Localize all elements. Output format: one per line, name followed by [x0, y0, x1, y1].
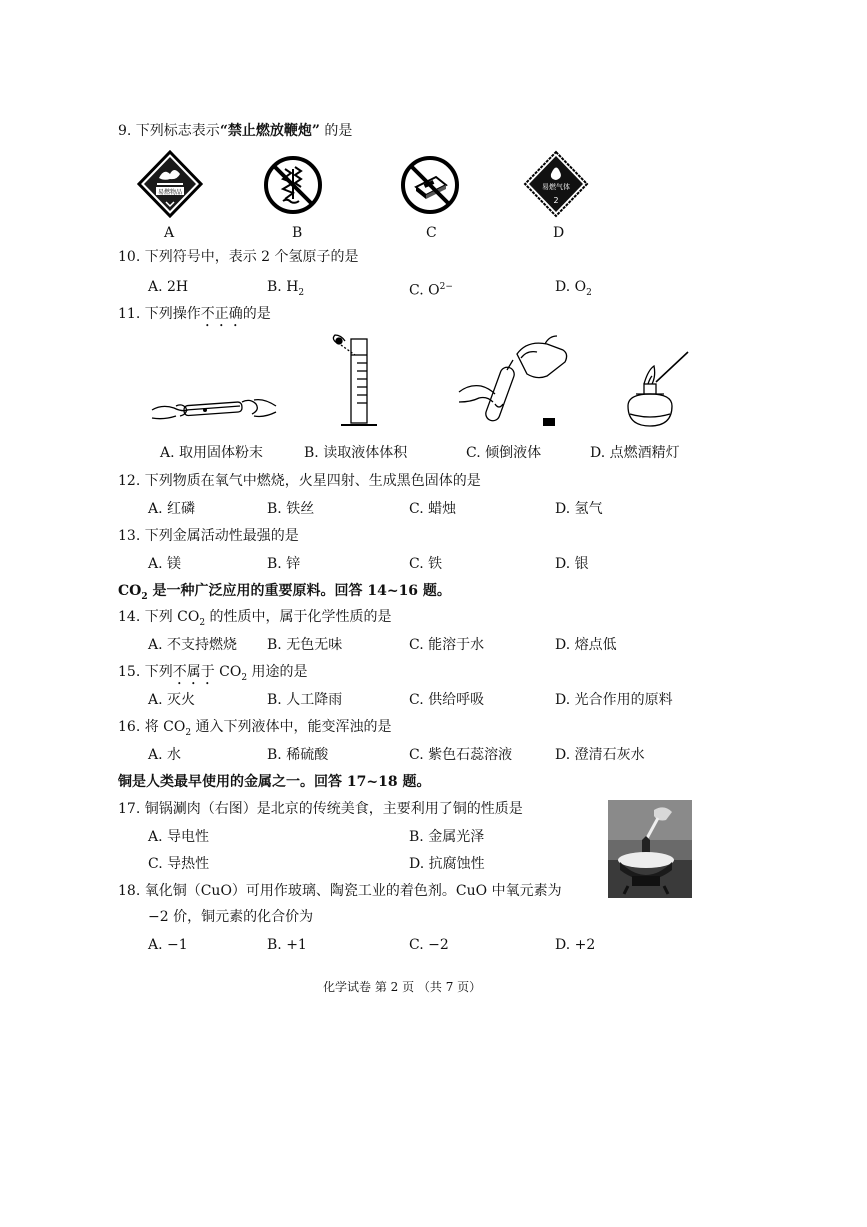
q11-option-b: B. 读取液体体积 — [304, 445, 408, 461]
q9-label-a: A — [164, 225, 175, 241]
q10-stem: 10. 下列符号中，表示 2 个氢原子的是 — [118, 249, 359, 265]
solid-powder-operation-figure — [150, 388, 280, 428]
co2-intro — [118, 582, 451, 606]
q13-option-a: A. 镁 — [148, 556, 182, 572]
q16-stem-sub: 2 — [185, 727, 192, 738]
q15-stem-mid: CO — [214, 664, 242, 680]
copper-hotpot-photo — [608, 800, 692, 898]
q9-stem-pre: 9. 下列标志表示 — [118, 123, 220, 139]
q17-option-a: A. 导电性 — [148, 829, 210, 845]
q15-stem — [118, 663, 308, 688]
q17-option-c: C. 导热性 — [148, 856, 210, 872]
q10-c-main: C. O — [409, 282, 440, 299]
co2-intro-pre: CO — [118, 583, 142, 599]
q12-stem: 12. 下列物质在氧气中燃烧，火星四射、生成黑色固体的是 — [118, 473, 481, 489]
q13-option-b: B. 锌 — [267, 556, 301, 572]
q14-option-b: B. 无色无味 — [267, 637, 343, 653]
q10-option-b — [267, 278, 304, 302]
q16-stem-post: 通入下列液体中，能变浑浊的是 — [191, 719, 392, 735]
q15-stem-post: 用途的是 — [247, 664, 308, 680]
q17-option-b: B. 金属光泽 — [409, 829, 485, 845]
q18-option-a: A. −1 — [148, 937, 188, 953]
q17-stem: 17. 铜锅涮肉（右图）是北京的传统美食，主要利用了铜的性质是 — [118, 801, 523, 817]
q10-option-a: A. 2H — [148, 279, 189, 295]
q10-d-main: D. O — [555, 279, 587, 295]
q14-stem-sub: 2 — [199, 617, 206, 628]
q11-stem-dotted: 不正确 — [200, 306, 243, 322]
q18-stem-line2: −2 价，铜元素的化合价为 — [148, 909, 314, 925]
q18-option-b: B. +1 — [267, 937, 307, 953]
q11-stem-post: 的是 — [242, 306, 271, 322]
q15-stem-sub: 2 — [241, 672, 248, 683]
q15-option-c: C. 供给呼吸 — [409, 692, 485, 708]
flammable-gas-sign-icon — [523, 150, 589, 218]
q9-label-c: C — [426, 225, 437, 241]
cu-intro: 铜是人类最早使用的金属之一。回答 17~18 题。 — [118, 774, 431, 790]
q17-option-d: D. 抗腐蚀性 — [409, 856, 485, 872]
q15-stem-pre: 15. 下列 — [118, 664, 173, 680]
q13-option-c: C. 铁 — [409, 556, 443, 572]
co2-intro-post: 是一种广泛应用的重要原料。回答 14~16 题。 — [147, 583, 451, 599]
no-matches-sign-icon — [400, 155, 460, 215]
q10-b-sub: 2 — [298, 287, 305, 298]
q14-stem-post: 的性质中，属于化学性质的是 — [205, 609, 392, 625]
q16-option-d: D. 澄清石灰水 — [555, 747, 645, 763]
q14-option-c: C. 能溶于水 — [409, 637, 485, 653]
q10-c-sup: 2− — [439, 282, 453, 292]
q9-label-b: B — [292, 225, 303, 241]
q12-option-a: A. 红磷 — [148, 501, 196, 517]
q9-stem-post: 的是 — [324, 123, 353, 139]
q12-option-c: C. 蜡烛 — [409, 501, 457, 517]
q16-option-a: A. 水 — [148, 747, 182, 763]
q10-b-main: B. H — [267, 279, 299, 295]
q11-stem — [118, 305, 271, 330]
q13-stem: 13. 下列金属活动性最强的是 — [118, 528, 299, 544]
q16-stem — [118, 718, 392, 742]
q15-option-b: B. 人工降雨 — [267, 692, 343, 708]
q15-stem-dotted: 不属于 — [172, 664, 215, 680]
q14-option-d: D. 熔点低 — [555, 637, 617, 653]
q10-option-d — [555, 278, 592, 302]
sign-d-number: 2 — [553, 196, 559, 205]
q9-stem — [118, 122, 352, 140]
q18-stem-line1: 18. 氧化铜（CuO）可用作玻璃、陶瓷工业的着色剂。CuO 中氧元素为 — [118, 883, 562, 899]
pouring-liquid-figure — [455, 330, 575, 435]
q11-stem-pre: 11. 下列操作 — [118, 306, 201, 322]
q16-option-b: B. 稀硫酸 — [267, 747, 329, 763]
sign-a-label: 易燃物品 — [157, 189, 183, 196]
page-footer: 化学试卷 第 2 页 （共 7 页） — [323, 980, 482, 994]
q9-stem-quote: “禁止燃放鞭炮” — [219, 123, 320, 139]
q13-option-d: D. 银 — [555, 556, 589, 572]
q11-option-d: D. 点燃酒精灯 — [590, 445, 680, 461]
q18-option-c: C. −2 — [409, 937, 449, 953]
q12-option-b: B. 铁丝 — [267, 501, 315, 517]
q10-option-c — [409, 278, 453, 300]
no-firecrackers-sign-icon — [263, 155, 323, 215]
alcohol-lamp-figure — [618, 348, 698, 434]
q14-stem-pre: 14. 下列 CO — [118, 609, 200, 625]
q14-option-a: A. 不支持燃烧 — [148, 637, 238, 653]
q9-label-d: D — [553, 225, 565, 241]
q18-option-d: D. +2 — [555, 937, 596, 953]
co2-intro-sub: 2 — [141, 591, 148, 602]
graduated-cylinder-figure — [325, 333, 385, 431]
q15-option-a: A. 灭火 — [148, 692, 196, 708]
flammable-solid-sign-icon — [137, 150, 203, 218]
sign-d-label: 易燃气体 — [542, 183, 570, 191]
q11-option-c: C. 倾倒液体 — [466, 445, 542, 461]
q10-d-sub: 2 — [586, 287, 592, 298]
q16-option-c: C. 紫色石蕊溶液 — [409, 747, 513, 763]
q14-stem — [118, 608, 392, 632]
q11-option-a: A. 取用固体粉末 — [160, 445, 264, 461]
q15-option-d: D. 光合作用的原料 — [555, 692, 673, 708]
q16-stem-pre: 16. 将 CO — [118, 719, 186, 735]
q12-option-d: D. 氢气 — [555, 501, 603, 517]
